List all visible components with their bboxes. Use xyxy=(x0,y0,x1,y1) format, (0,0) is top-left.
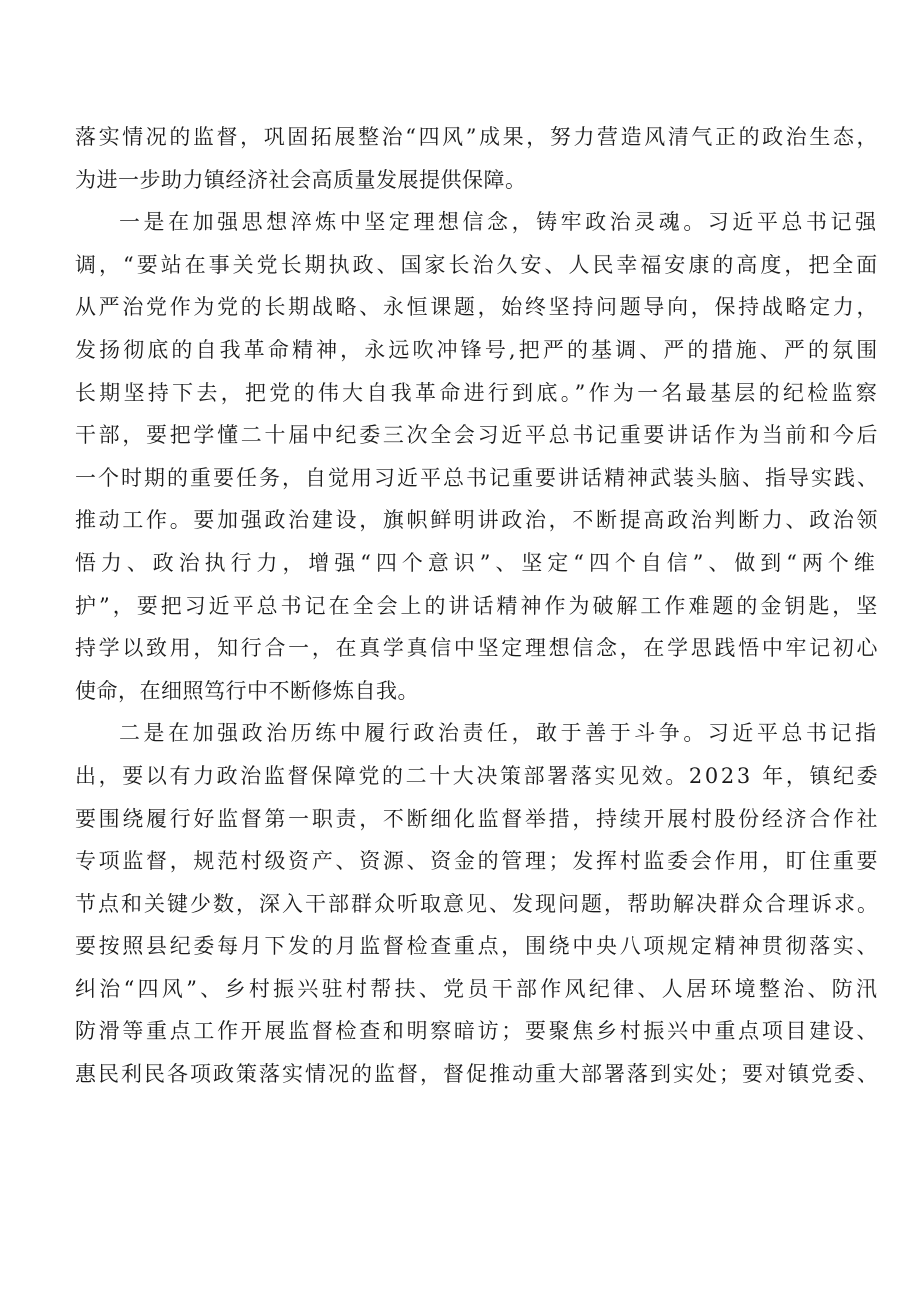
text-line xyxy=(75,546,880,580)
line-text: 节点和关键少数，深入干部群众听取意见、发现问题，帮助解决群众合理诉求。 xyxy=(75,891,880,916)
line-text: 二是在加强政治历练中履行政治责任，敢于善于斗争。习近平总书记指 xyxy=(119,721,880,746)
paragraph-first-line xyxy=(75,205,880,239)
line-text: 调，“要站在事关党长期执政、国家长治久安、人民幸福安康的高度，把全面 xyxy=(75,252,880,277)
line-text: 护”，要把习近平总书记在全会上的讲话精神作为破解工作难题的金钥匙，坚 xyxy=(75,593,880,618)
text-line xyxy=(75,1057,880,1091)
line-text: 纠治“四风”、乡村振兴驻村帮扶、党员干部作风纪律、人居环境整治、防汛 xyxy=(75,976,880,1001)
line-text: 为进一步助力镇经济社会高质量发展提供保障。 xyxy=(75,167,527,192)
text-line xyxy=(75,1014,880,1048)
text-line xyxy=(75,120,880,154)
line-text: 防滑等重点工作开展监督检查和明察暗访；要聚焦乡村振兴中重点项目建设、 xyxy=(75,1019,880,1044)
line-text: 长期坚持下去，把党的伟大自我革命进行到底。”作为一名最基层的纪检监察 xyxy=(75,380,880,405)
line-text: 持学以致用，知行合一，在真学真信中坚定理想信念，在学思践悟中牢记初心 xyxy=(75,636,880,661)
line-text: 专项监督，规范村级资产、资源、资金的管理；发挥村监委会作用，盯住重要 xyxy=(75,849,880,874)
text-line xyxy=(75,972,880,1006)
line-text: 出，要以有力政治监督保障党的二十大决策部署落实见效。2023 年，镇纪委 xyxy=(75,763,880,788)
line-text: 一个时期的重要任务，自觉用习近平总书记重要讲话精神武装头脑、指导实践、 xyxy=(75,465,880,490)
document-body xyxy=(75,120,880,1100)
text-line xyxy=(75,333,880,367)
text-line xyxy=(75,589,880,623)
line-text: 悟力、政治执行力，增强“四个意识”、坚定“四个自信”、做到“两个维 xyxy=(75,550,880,575)
text-line xyxy=(75,503,880,537)
line-text: 一是在加强思想淬炼中坚定理想信念，铸牢政治灵魂。习近平总书记强 xyxy=(119,210,880,235)
text-line xyxy=(75,929,880,963)
text-line xyxy=(75,802,880,836)
line-text: 从严治党作为党的长期战略、永恒课题，始终坚持问题导向，保持战略定力， xyxy=(75,295,880,320)
line-text: 发扬彻底的自我革命精神，永远吹冲锋号,把严的基调、严的措施、严的氛围 xyxy=(75,337,880,362)
text-line xyxy=(75,461,880,495)
text-line xyxy=(75,887,880,921)
paragraph-first-line xyxy=(75,716,880,750)
line-text: 要按照县纪委每月下发的月监督检查重点，围绕中央八项规定精神贯彻落实、 xyxy=(75,934,880,959)
text-line xyxy=(75,674,880,708)
text-line xyxy=(75,759,880,793)
text-line xyxy=(75,631,880,665)
line-text: 惠民利民各项政策落实情况的监督，督促推动重大部署落到实处；要对镇党委、 xyxy=(75,1062,880,1087)
line-text: 使命，在细照笃行中不断修炼自我。 xyxy=(75,678,419,703)
text-line xyxy=(75,376,880,410)
text-line xyxy=(75,163,880,197)
line-text: 落实情况的监督，巩固拓展整治“四风”成果，努力营造风清气正的政治生态， xyxy=(75,125,880,149)
line-text: 要围绕履行好监督第一职责，不断细化监督举措，持续开展村股份经济合作社 xyxy=(75,806,880,831)
text-line xyxy=(75,844,880,878)
text-line xyxy=(75,418,880,452)
text-line xyxy=(75,290,880,324)
text-line xyxy=(75,248,880,282)
line-text: 推动工作。要加强政治建设，旗帜鲜明讲政治，不断提高政治判断力、政治领 xyxy=(75,508,880,533)
line-text: 干部，要把学懂二十届中纪委三次全会习近平总书记重要讲话作为当前和今后 xyxy=(75,423,880,448)
